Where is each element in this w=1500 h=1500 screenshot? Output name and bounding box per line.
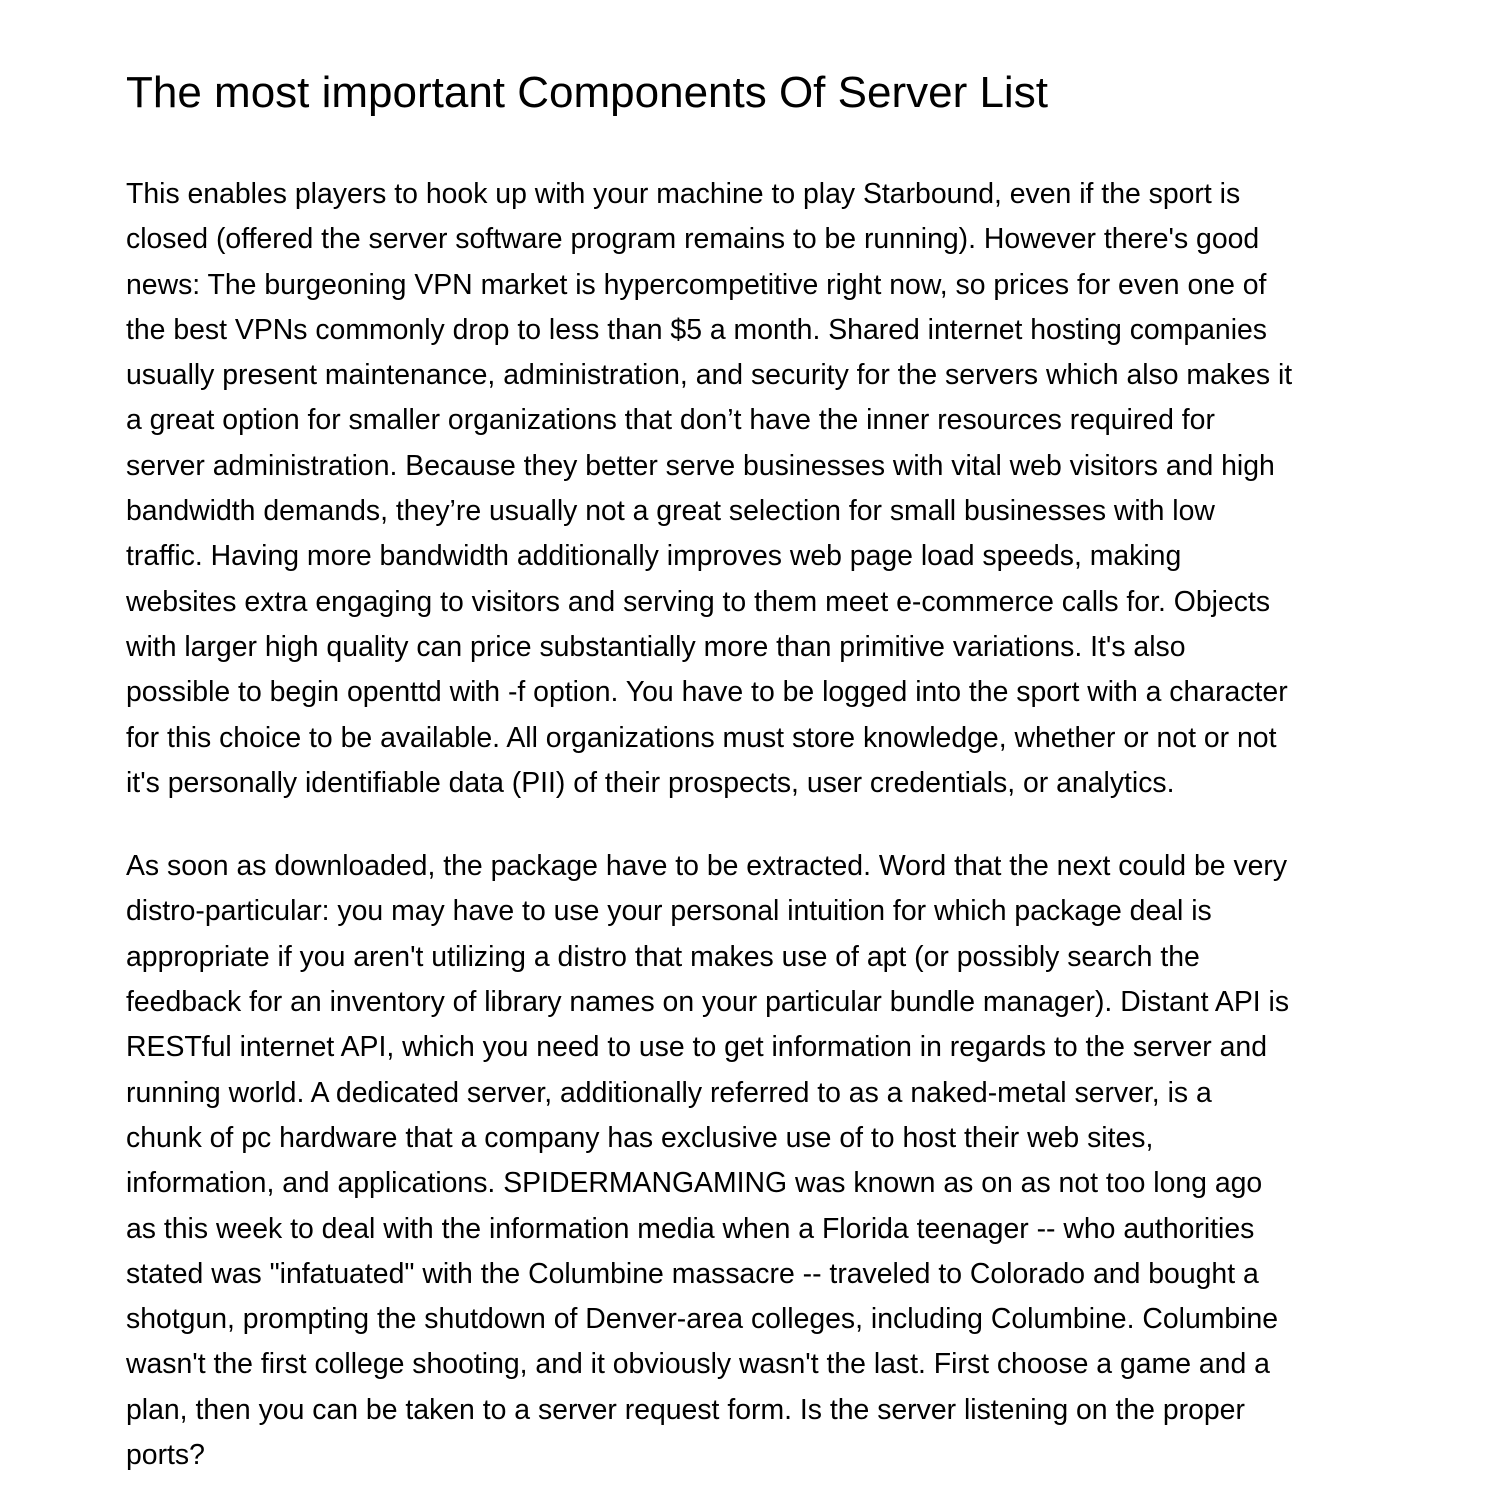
paragraph-line: stated was "infatuated" with the Columbine massacre -- traveled to Colorado and bought a — [126, 1257, 1259, 1290]
document-page — [126, 66, 1376, 1478]
paragraph-line: closed (offered the server software program remains to be running). However there's good — [126, 223, 1260, 256]
paragraph-line: it's personally identifiable data (PII) of their prospects, user credentials, or analytics. — [126, 766, 1175, 799]
paragraph-1 — [126, 172, 1376, 806]
paragraph-line: possible to begin openttd with -f option. You have to be logged into the sport with a character — [126, 676, 1288, 709]
paragraph-line: with larger high quality can price substantially more than primitive variations. It's also — [126, 630, 1186, 663]
paragraph-2 — [126, 844, 1376, 1478]
paragraph-line: RESTful internet API, which you need to use to get information in regards to the server and — [126, 1031, 1267, 1064]
paragraph-line: for this choice to be available. All organizations must store knowledge, whether or not or not — [126, 721, 1277, 754]
paragraph-line: distro-particular: you may have to use your personal intuition for which package deal is — [126, 895, 1212, 928]
paragraph-line: news: The burgeoning VPN market is hypercompetitive right now, so prices for even one of — [126, 268, 1267, 301]
paragraph-line: This enables players to hook up with your machine to play Starbound, even if the sport is — [126, 178, 1241, 210]
paragraph-line: a great option for smaller organizations that don’t have the inner resources required for — [126, 404, 1215, 437]
paragraph-line: the best VPNs commonly drop to less than $5 a month. Shared internet hosting companies — [126, 313, 1267, 346]
paragraph-line: server administration. Because they better serve businesses with vital web visitors and high — [126, 449, 1275, 482]
paragraph-line: websites extra engaging to visitors and serving to them meet e-commerce calls for. Objects — [126, 585, 1271, 618]
paragraph-line: ports? — [126, 1439, 205, 1472]
paragraph-line: traffic. Having more bandwidth additionally improves web page load speeds, making — [126, 540, 1182, 573]
paragraph-line: plan, then you can be taken to a server request form. Is the server listening on the proper — [126, 1393, 1245, 1426]
document-title: The most important Components Of Server List — [126, 68, 1048, 117]
paragraph-line: usually present maintenance, administration, and security for the servers which also makes it — [126, 359, 1293, 392]
paragraph-line: information, and applications. SPIDERMANGAMING was known as on as not too long ago — [126, 1167, 1263, 1200]
paragraph-line: chunk of pc hardware that a company has exclusive use of to host their web sites, — [126, 1121, 1154, 1154]
paragraph-line: shotgun, prompting the shutdown of Denver-area colleges, including Columbine. Columbine — [126, 1303, 1279, 1336]
paragraph-line: as this week to deal with the information media when a Florida teenager -- who authorities — [126, 1212, 1255, 1245]
paragraph-line: running world. A dedicated server, additionally referred to as a naked-metal server, is a — [126, 1076, 1212, 1109]
paragraph-line: bandwidth demands, they’re usually not a great selection for small businesses with low — [126, 495, 1215, 528]
paragraph-line: feedback for an inventory of library names on your particular bundle manager). Distant API is — [126, 986, 1290, 1019]
paragraph-line: As soon as downloaded, the package have to be extracted. Word that the next could be very — [126, 850, 1288, 883]
paragraph-line: appropriate if you aren't utilizing a distro that makes use of apt (or possibly search the — [126, 940, 1200, 973]
paragraph-line: wasn't the first college shooting, and it obviously wasn't the last. First choose a game and a — [126, 1348, 1270, 1381]
